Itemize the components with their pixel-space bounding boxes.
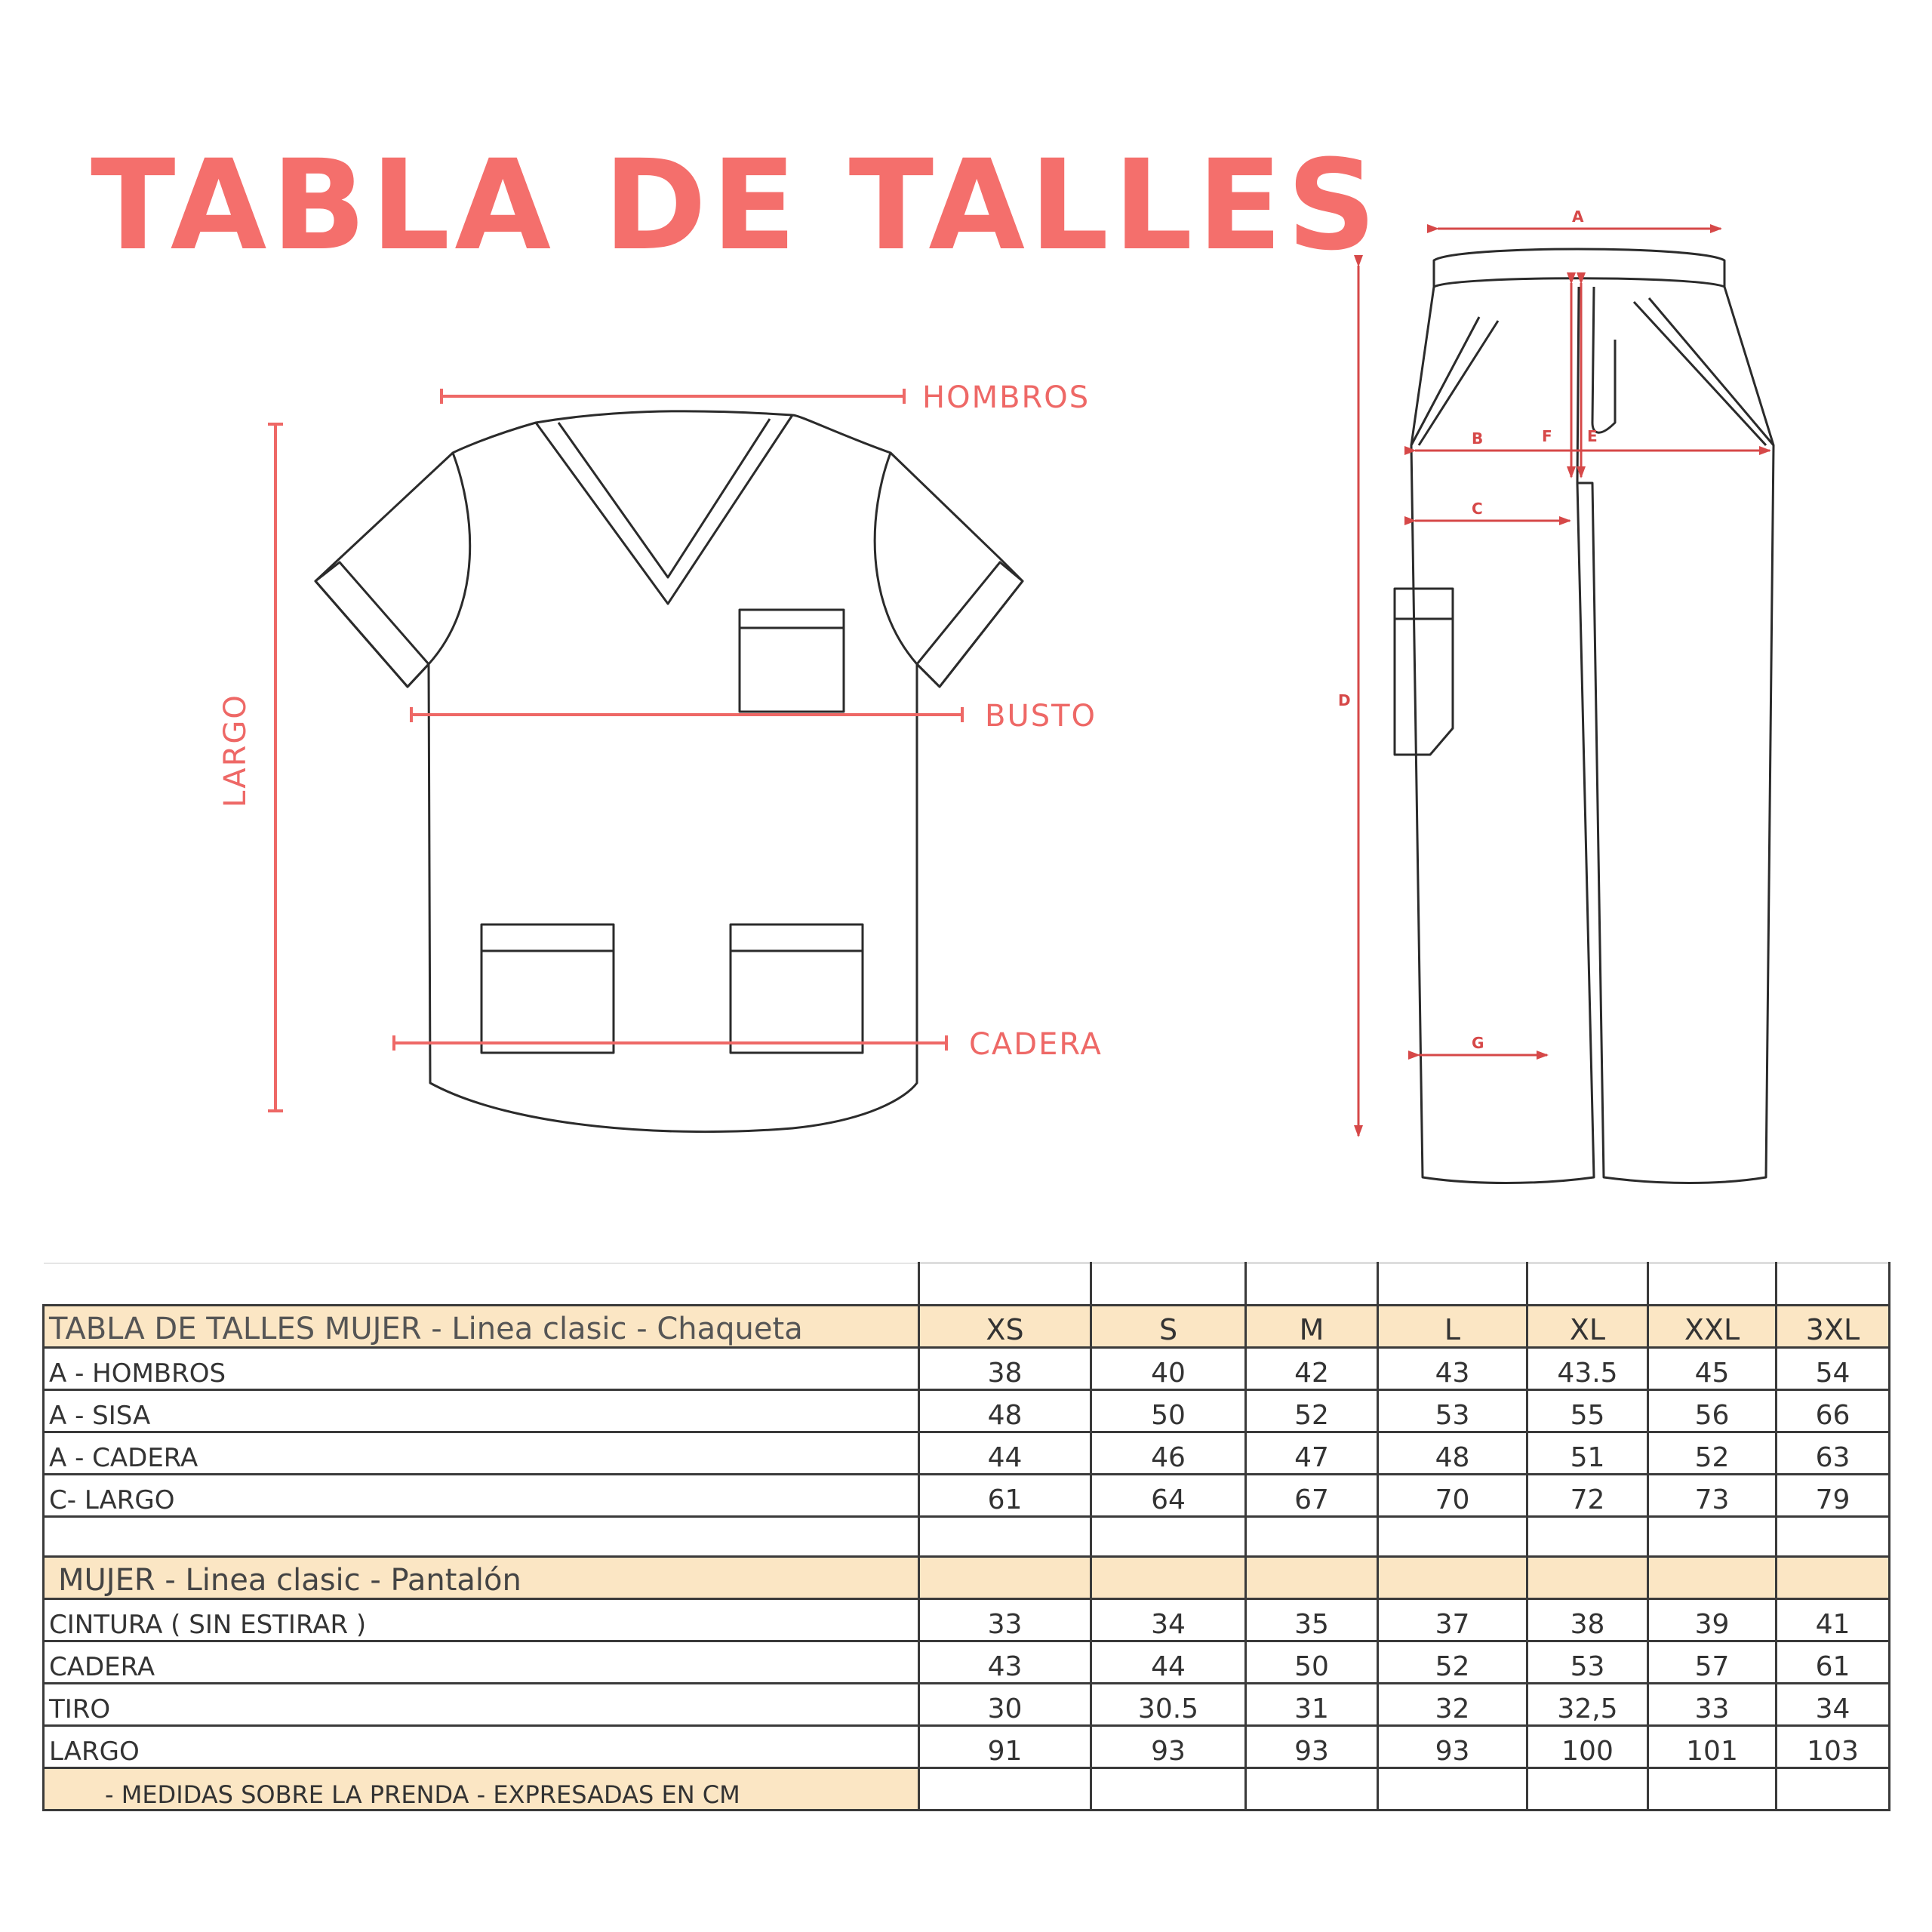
value-cell: 30.5	[1091, 1684, 1246, 1726]
row-label: A - HOMBROS	[44, 1348, 919, 1390]
blank-cell	[1777, 1768, 1890, 1810]
hombros-label: HOMBROS	[922, 380, 1091, 415]
size-header: 3XL	[1777, 1306, 1890, 1348]
shirt-diagram	[315, 411, 1023, 1132]
blank-cell	[1246, 1557, 1378, 1599]
blank-cell	[1378, 1517, 1527, 1557]
table-row	[44, 1432, 1890, 1475]
value-cell: 44	[1091, 1641, 1246, 1684]
pant-label-c: C	[1472, 500, 1483, 518]
blank-cell	[919, 1517, 1091, 1557]
blank-cell	[1527, 1768, 1648, 1810]
blank-cell	[1246, 1517, 1378, 1557]
size-header: XL	[1527, 1306, 1648, 1348]
size-table-container	[42, 1262, 1890, 1811]
blank-cell	[1378, 1557, 1527, 1599]
value-cell: 39	[1648, 1599, 1777, 1641]
value-cell: 34	[1091, 1599, 1246, 1641]
value-cell: 55	[1527, 1390, 1648, 1432]
shirt-right-cuff	[917, 562, 1023, 687]
pants-cargo-pocket	[1395, 589, 1453, 755]
blank-cell	[1527, 1263, 1648, 1306]
value-cell: 52	[1246, 1390, 1378, 1432]
blank-cell	[1648, 1768, 1777, 1810]
value-cell: 93	[1246, 1726, 1378, 1768]
value-cell: 45	[1648, 1348, 1777, 1390]
pants-waistband	[1434, 249, 1724, 287]
value-cell: 38	[1527, 1599, 1648, 1641]
shirt-chest-pocket	[740, 610, 844, 712]
shirt-outline	[315, 411, 1023, 1132]
table-row	[44, 1684, 1890, 1726]
value-cell: 41	[1777, 1599, 1890, 1641]
pant-label-g: G	[1472, 1034, 1484, 1052]
table-row	[44, 1390, 1890, 1432]
shirt-left-pocket	[481, 924, 614, 1053]
blank-cell	[1091, 1263, 1246, 1306]
pants-fly	[1577, 287, 1615, 483]
page-title: TABLA DE TALLES	[91, 133, 1381, 278]
blank-cell	[1091, 1768, 1246, 1810]
value-cell: 42	[1246, 1348, 1378, 1390]
shirt-right-pocket	[731, 924, 863, 1053]
size-header: L	[1378, 1306, 1527, 1348]
blank-cell	[1648, 1557, 1777, 1599]
value-cell: 54	[1777, 1348, 1890, 1390]
blank-cell	[1777, 1517, 1890, 1557]
value-cell: 53	[1378, 1390, 1527, 1432]
blank-cell	[1527, 1517, 1648, 1557]
blank-cell	[1527, 1557, 1648, 1599]
value-cell: 67	[1246, 1475, 1378, 1517]
value-cell: 33	[919, 1599, 1091, 1641]
value-cell: 38	[919, 1348, 1091, 1390]
table-row	[44, 1475, 1890, 1517]
row-label: A - SISA	[44, 1390, 919, 1432]
value-cell: 93	[1091, 1726, 1246, 1768]
blank-cell	[1091, 1517, 1246, 1557]
blank-cell	[1777, 1263, 1890, 1306]
shirt-left-cuff	[315, 562, 429, 687]
value-cell: 40	[1091, 1348, 1246, 1390]
pant-label-f: F	[1542, 427, 1552, 445]
value-cell: 30	[919, 1684, 1091, 1726]
table-row	[44, 1348, 1890, 1390]
blank-cell	[44, 1517, 919, 1557]
value-cell: 43	[919, 1641, 1091, 1684]
blank-cell	[1378, 1263, 1527, 1306]
size-header: S	[1091, 1306, 1246, 1348]
row-label: CINTURA ( SIN ESTIRAR )	[44, 1599, 919, 1641]
size-table	[42, 1262, 1890, 1811]
value-cell: 47	[1246, 1432, 1378, 1475]
row-label: LARGO	[44, 1726, 919, 1768]
blank-cell	[1648, 1263, 1777, 1306]
pants-right-pocket	[1634, 298, 1774, 445]
pants-header-row	[44, 1557, 1890, 1599]
value-cell: 33	[1648, 1684, 1777, 1726]
value-cell: 63	[1777, 1432, 1890, 1475]
value-cell: 61	[919, 1475, 1091, 1517]
value-cell: 103	[1777, 1726, 1890, 1768]
value-cell: 53	[1527, 1641, 1648, 1684]
busto-label: BUSTO	[985, 699, 1097, 734]
size-header: M	[1246, 1306, 1378, 1348]
value-cell: 32	[1378, 1684, 1527, 1726]
blank-cell	[1246, 1263, 1378, 1306]
value-cell: 52	[1378, 1641, 1527, 1684]
size-header: XS	[919, 1306, 1091, 1348]
shirt-measurements	[275, 396, 962, 1111]
value-cell: 73	[1648, 1475, 1777, 1517]
value-cell: 43	[1378, 1348, 1527, 1390]
value-cell: 93	[1378, 1726, 1527, 1768]
value-cell: 64	[1091, 1475, 1246, 1517]
pant-label-e: E	[1587, 427, 1598, 445]
value-cell: 48	[1378, 1432, 1527, 1475]
value-cell: 61	[1777, 1641, 1890, 1684]
table-row	[44, 1641, 1890, 1684]
value-cell: 48	[919, 1390, 1091, 1432]
pants-left-pocket	[1411, 317, 1498, 445]
blank-cell	[919, 1263, 1091, 1306]
value-cell: 57	[1648, 1641, 1777, 1684]
value-cell: 101	[1648, 1726, 1777, 1768]
value-cell: 52	[1648, 1432, 1777, 1475]
measurement-note: - MEDIDAS SOBRE LA PRENDA - EXPRESADAS EN CM	[44, 1768, 919, 1810]
blank-cell	[1648, 1517, 1777, 1557]
value-cell: 91	[919, 1726, 1091, 1768]
cadera-label: CADERA	[969, 1027, 1103, 1062]
value-cell: 34	[1777, 1684, 1890, 1726]
pant-label-b: B	[1472, 429, 1484, 448]
value-cell: 44	[919, 1432, 1091, 1475]
jacket-header: TABLA DE TALLES MUJER - Linea clasic - Chaqueta	[44, 1306, 919, 1348]
pants-header: MUJER - Linea clasic - Pantalón	[44, 1557, 919, 1599]
blank-cell	[1246, 1768, 1378, 1810]
blank-cell	[44, 1263, 919, 1306]
pant-label-d: D	[1338, 691, 1351, 709]
value-cell: 56	[1648, 1390, 1777, 1432]
value-cell: 43.5	[1527, 1348, 1648, 1390]
value-cell: 37	[1378, 1599, 1527, 1641]
size-table-body	[44, 1263, 1890, 1810]
table-spacer-row	[44, 1517, 1890, 1557]
row-label: A - CADERA	[44, 1432, 919, 1475]
table-row	[44, 1726, 1890, 1768]
value-cell: 100	[1527, 1726, 1648, 1768]
value-cell: 51	[1527, 1432, 1648, 1475]
value-cell: 35	[1246, 1599, 1378, 1641]
jacket-header-row	[44, 1306, 1890, 1348]
value-cell: 46	[1091, 1432, 1246, 1475]
blank-cell	[1777, 1557, 1890, 1599]
value-cell: 31	[1246, 1684, 1378, 1726]
note-row	[44, 1768, 1890, 1810]
pant-label-a: A	[1572, 208, 1584, 226]
blank-cell	[1378, 1768, 1527, 1810]
largo-label: LARGO	[218, 694, 253, 808]
size-header: XXL	[1648, 1306, 1777, 1348]
shirt-left-sleeve-seam	[429, 453, 470, 664]
blank-cell	[919, 1768, 1091, 1810]
value-cell: 72	[1527, 1475, 1648, 1517]
blank-cell	[919, 1557, 1091, 1599]
value-cell: 50	[1246, 1641, 1378, 1684]
row-label: CADERA	[44, 1641, 919, 1684]
value-cell: 32,5	[1527, 1684, 1648, 1726]
value-cell: 70	[1378, 1475, 1527, 1517]
value-cell: 79	[1777, 1475, 1890, 1517]
value-cell: 50	[1091, 1390, 1246, 1432]
value-cell: 66	[1777, 1390, 1890, 1432]
table-row	[44, 1599, 1890, 1641]
table-top-spacer-row	[44, 1263, 1890, 1306]
pants-diagram	[1395, 249, 1774, 1183]
blank-cell	[1091, 1557, 1246, 1599]
shirt-right-sleeve-seam	[875, 453, 917, 664]
row-label: C- LARGO	[44, 1475, 919, 1517]
row-label: TIRO	[44, 1684, 919, 1726]
